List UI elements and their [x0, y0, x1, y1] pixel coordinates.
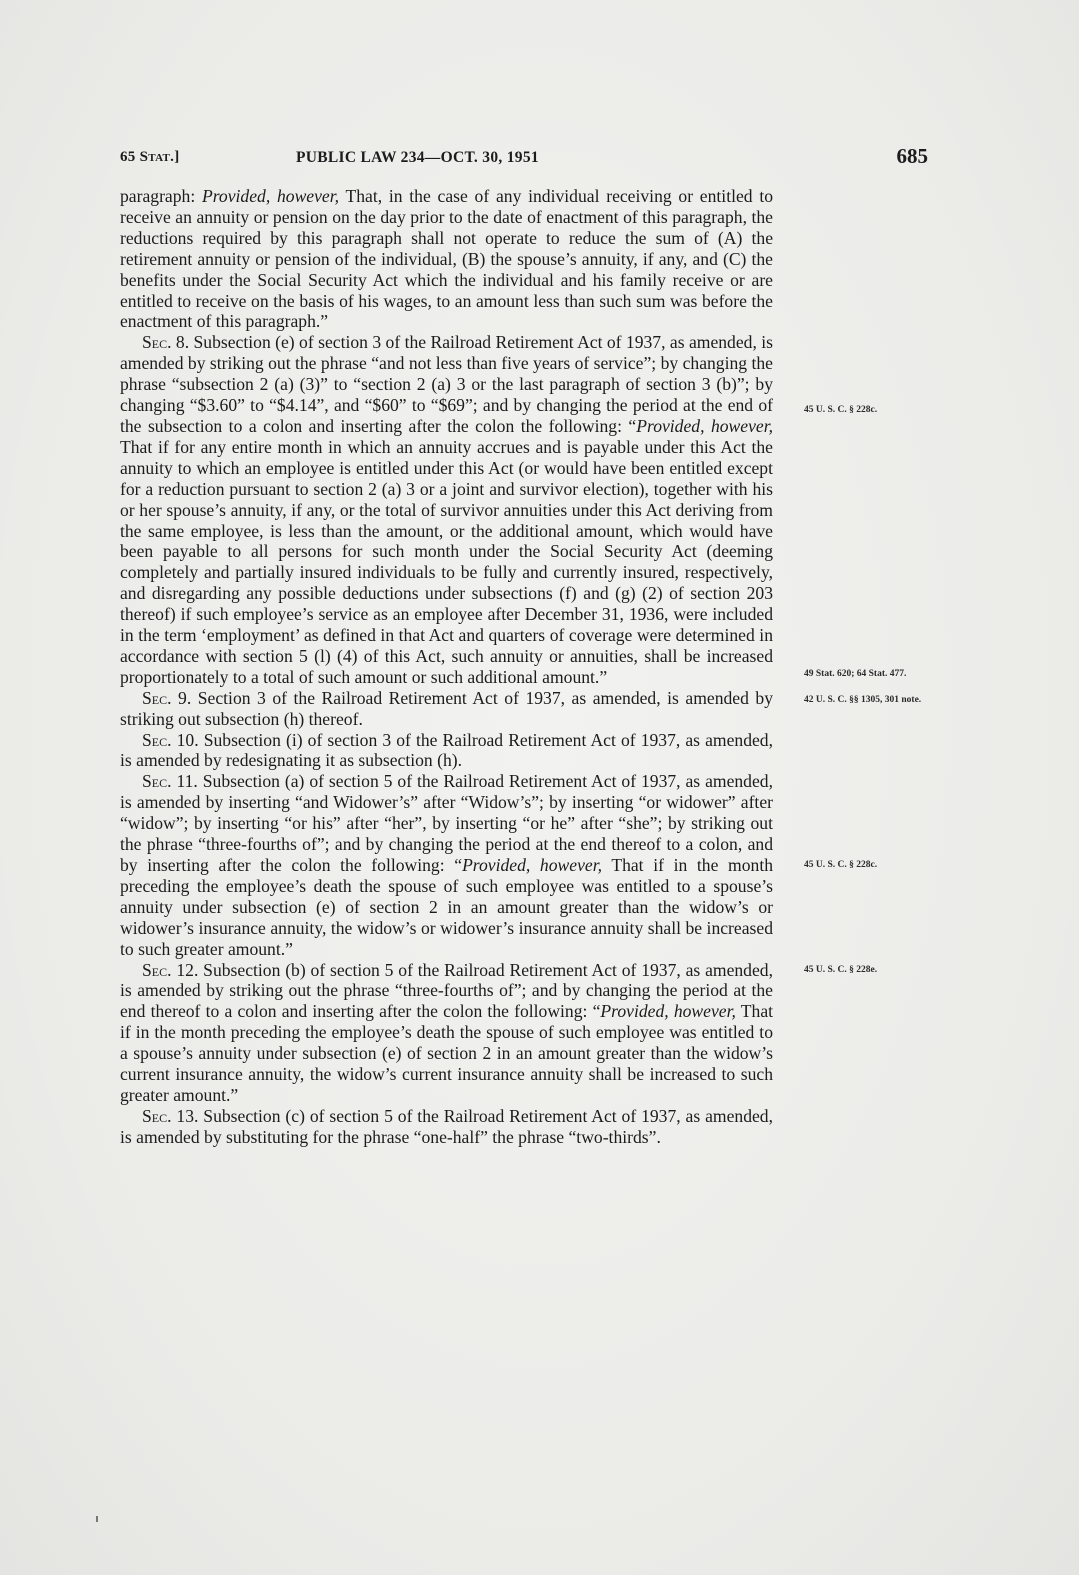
running-header	[120, 144, 930, 174]
statute-volume-number: 65	[120, 149, 140, 165]
margin-citation: 49 Stat. 620; 64 Stat. 477.	[804, 669, 907, 679]
text-run: 11. Subsection (a) of section 5 of the Railroad Retirement Act of 1937, as amended, is amended by inserting “and Widower’s” after “Widow’s”; by inserting “or widower” after “widow”; by inserting “or his” after “her”, by inserting “or he” after “she”; by striking out the phrase “three-fourths of”; and by changing the period at the end thereof to a colon, and by inserting after the colon the following: “	[120, 771, 773, 875]
statute-volume-bracket: ]	[174, 149, 180, 165]
paragraph-continuation	[120, 186, 773, 332]
text-run: That if in the month preceding the employee’s death the spouse of such employee was entitled to a spouse’s annuity under subsection (e) of section 2 in an amount greater than the widow’s current insurance annuity, the widow’s current insurance annuity shall be increased to such greater amount.”	[120, 1001, 774, 1105]
section-label: Sec.	[142, 959, 172, 980]
body-text	[120, 186, 773, 1148]
provided-however-italic: Provided, however,	[636, 415, 773, 436]
section-12	[120, 960, 773, 1106]
section-label: Sec.	[142, 1105, 172, 1126]
text-run: 9. Section 3 of the Railroad Retirement Act of 1937, as amended, is amended by striking out subsection (h) thereof.	[120, 687, 773, 729]
margin-citation: 42 U. S. C. §§ 1305, 301 note.	[804, 695, 922, 705]
section-label: Sec.	[142, 332, 172, 353]
text-run: 10. Subsection (i) of section 3 of the Railroad Retirement Act of 1937, as amended, is amended by redesignating it as subsection (h).	[120, 729, 773, 771]
section-label: Sec.	[142, 771, 172, 792]
section-label: Sec.	[142, 729, 172, 750]
text-run: That, in the case of any individual receiving or entitled to receive an annuity or pension on the day prior to the date of enactment of this paragraph, the reductions required by this paragraph shall not operate to reduce the sum of (A) the retirement annuity or pension of the individual, (B) the spouse’s annuity, if any, and (C) the benefits under the Social Security Act which the individual and his family receive or are entitled to receive on the basis of his wages, to an amount less than such sum was before the enactment of this paragraph.”	[120, 186, 774, 332]
provided-however-italic: Provided, however,	[600, 1001, 736, 1022]
section-label: Sec.	[142, 687, 172, 708]
section-13	[120, 1106, 773, 1148]
margin-citation: 45 U. S. C. § 228e.	[804, 965, 878, 975]
text-run: 8. Subsection (e) of section 3 of the Railroad Retirement Act of 1937, as amended, is amended by striking out the phrase “and not less than five years of service”; by changing the phrase “subsection 2 (a) (3)” to “section 2 (a) 3 or the last paragraph of section 3 (b)”; by changing “$3.60” to “$4.14”, and “$60” to “$69”; and by changing the period at the end of the subsection to a colon and inserting after the colon the following: “	[120, 332, 773, 436]
scan-speck	[96, 1516, 98, 1522]
text-run: 12. Subsection (b) of section 5 of the Railroad Retirement Act of 1937, as amended, is amended by striking out the phrase “three-fourths of”; and by changing the period at the end thereof to a colon and inserting after the colon the following: “	[120, 959, 773, 1022]
text-run: 13. Subsection (c) of section 5 of the Railroad Retirement Act of 1937, as amended, is amended by substituting for the phrase “one-half” the phrase “two-thirds”.	[120, 1105, 773, 1147]
statute-volume-abbrev: Stat.	[139, 149, 175, 165]
law-title: PUBLIC LAW 234—OCT. 30, 1951	[296, 149, 539, 166]
text-run: paragraph:	[120, 186, 202, 206]
section-10	[120, 730, 773, 772]
provided-however-italic: Provided, however,	[462, 855, 602, 875]
margin-citation: 45 U. S. C. § 228c.	[804, 405, 878, 415]
section-8	[120, 332, 773, 687]
section-9	[120, 688, 773, 730]
statute-volume	[120, 149, 180, 166]
text-run: That if for any entire month in which an annuity accrues and is payable under this Act the annuity to which an employee is entitled under this Act (or would have been entitled except for a reduction pursuant to section 2 (a) 3 or a joint and survivor election), together with his or her spouse’s annuity, if any, or the total of survivor annuities under this Act deriving from the same employee, is less than the amount, or the additional amount, which would have been payable to all persons for such month under the Social Security Act (deeming completely and partially insured individuals to be fully and currently insured, respectively, and disregarding any possible deductions under subsections (f) and (g) (2) of section 203 thereof) if such employee’s service as an employee after December 31, 1936, were included in the term ‘employment’ as defined in that Act and quarters of coverage were determined in accordance with section 5 (l) (4) of this Act, such annuity or annuities, shall be increased proportionately to a total of such amount or such additional amount.”	[120, 436, 773, 687]
section-11	[120, 771, 773, 959]
margin-citation: 45 U. S. C. § 228c.	[804, 860, 878, 870]
provided-however-italic: Provided, however,	[201, 186, 340, 206]
page-number: 685	[896, 144, 928, 168]
text-run: That if in the month preceding the employee’s death the spouse of such employee was entitled to a spouse’s annuity under subsection (e) of section 2 in an amount greater than the widow’s or widower’s insurance annuity, the widow’s or widower’s insurance annuity shall be increased to such greater amount.”	[120, 855, 774, 959]
